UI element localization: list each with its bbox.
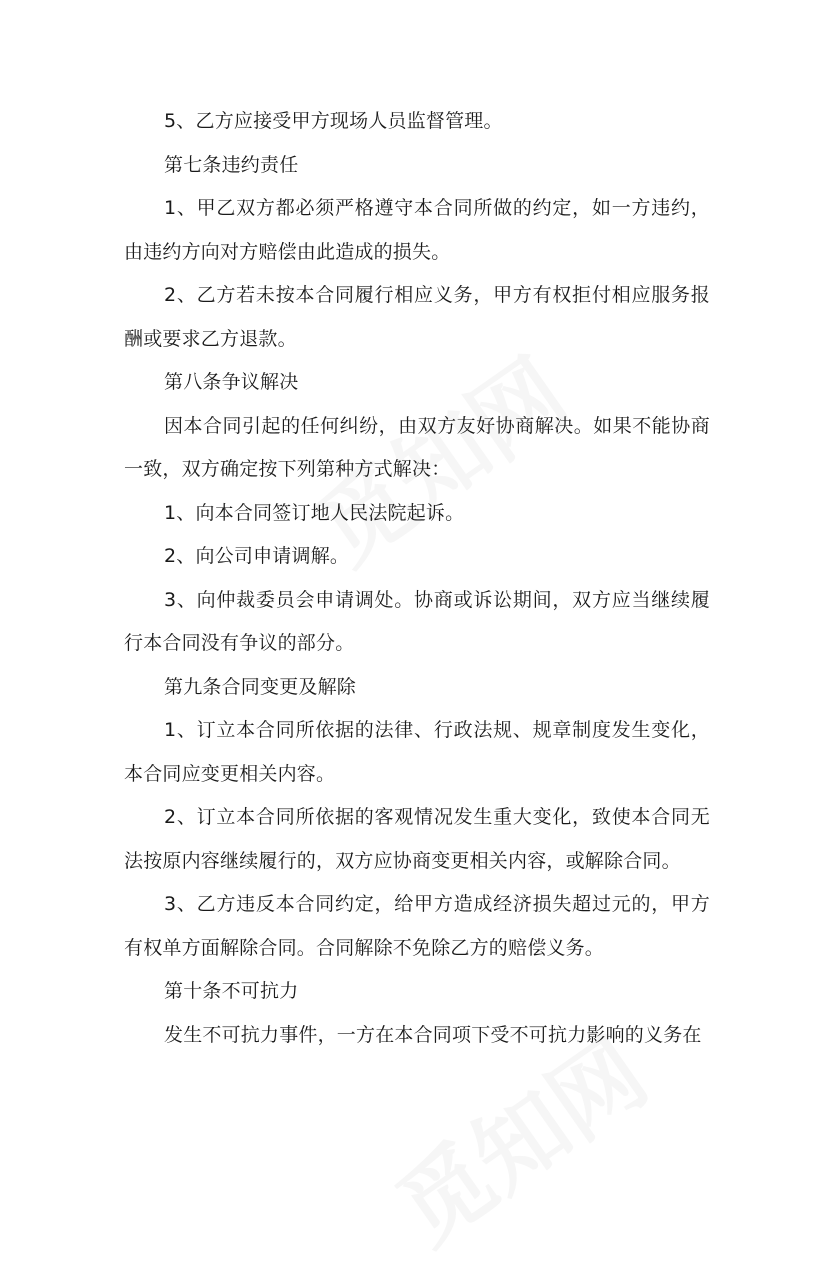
paragraph: 2、订立本合同所依据的客观情况发生重大变化，致使本合同无法按原内容继续履行的，双方应协商变更相关内容，或解除合同。 [124, 806, 710, 872]
paragraph: 发生不可抗力事件，一方在本合同项下受不可抗力影响的义务在 [164, 1023, 702, 1046]
section-heading: 第八条争议解决 [164, 371, 299, 393]
paragraph: 5、乙方应接受甲方现场人员监督管理。 [164, 110, 503, 132]
paragraph: 2、乙方若未按本合同履行相应义务，甲方有权拒付相应服务报酬或要求乙方退款。 [124, 284, 710, 350]
paragraph: 1、订立本合同所依据的法律、行政法规、规章制度发生变化，本合同应变更相关内容。 [124, 719, 710, 785]
paragraph: 2、向公司申请调解。 [164, 545, 350, 567]
paragraph: 因本合同引起的任何纠纷，由双方友好协商解决。如果不能协商一致，双方确定按下列第种方式解决： [124, 414, 710, 480]
section-heading: 第七条违约责任 [164, 153, 299, 176]
paragraph: 1、向本合同签订地人民法院起诉。 [164, 501, 465, 524]
paragraph: 1、甲乙双方都必须严格遵守本合同所做的约定，如一方违约，由违约方向对方赔偿由此造成的损失。 [124, 197, 710, 263]
document-body [124, 100, 710, 1057]
paragraph: 3、向仲裁委员会申请调处。协商或诉讼期间，双方应当继续履行本合同没有争议的部分。 [124, 588, 710, 654]
section-heading: 第九条合同变更及解除 [164, 675, 357, 698]
paragraph: 3、乙方违反本合同约定，给甲方造成经济损失超过元的，甲方有权单方面解除合同。合同解除不免除乙方的赔偿义务。 [124, 893, 710, 959]
section-heading: 第十条不可抗力 [164, 980, 299, 1002]
